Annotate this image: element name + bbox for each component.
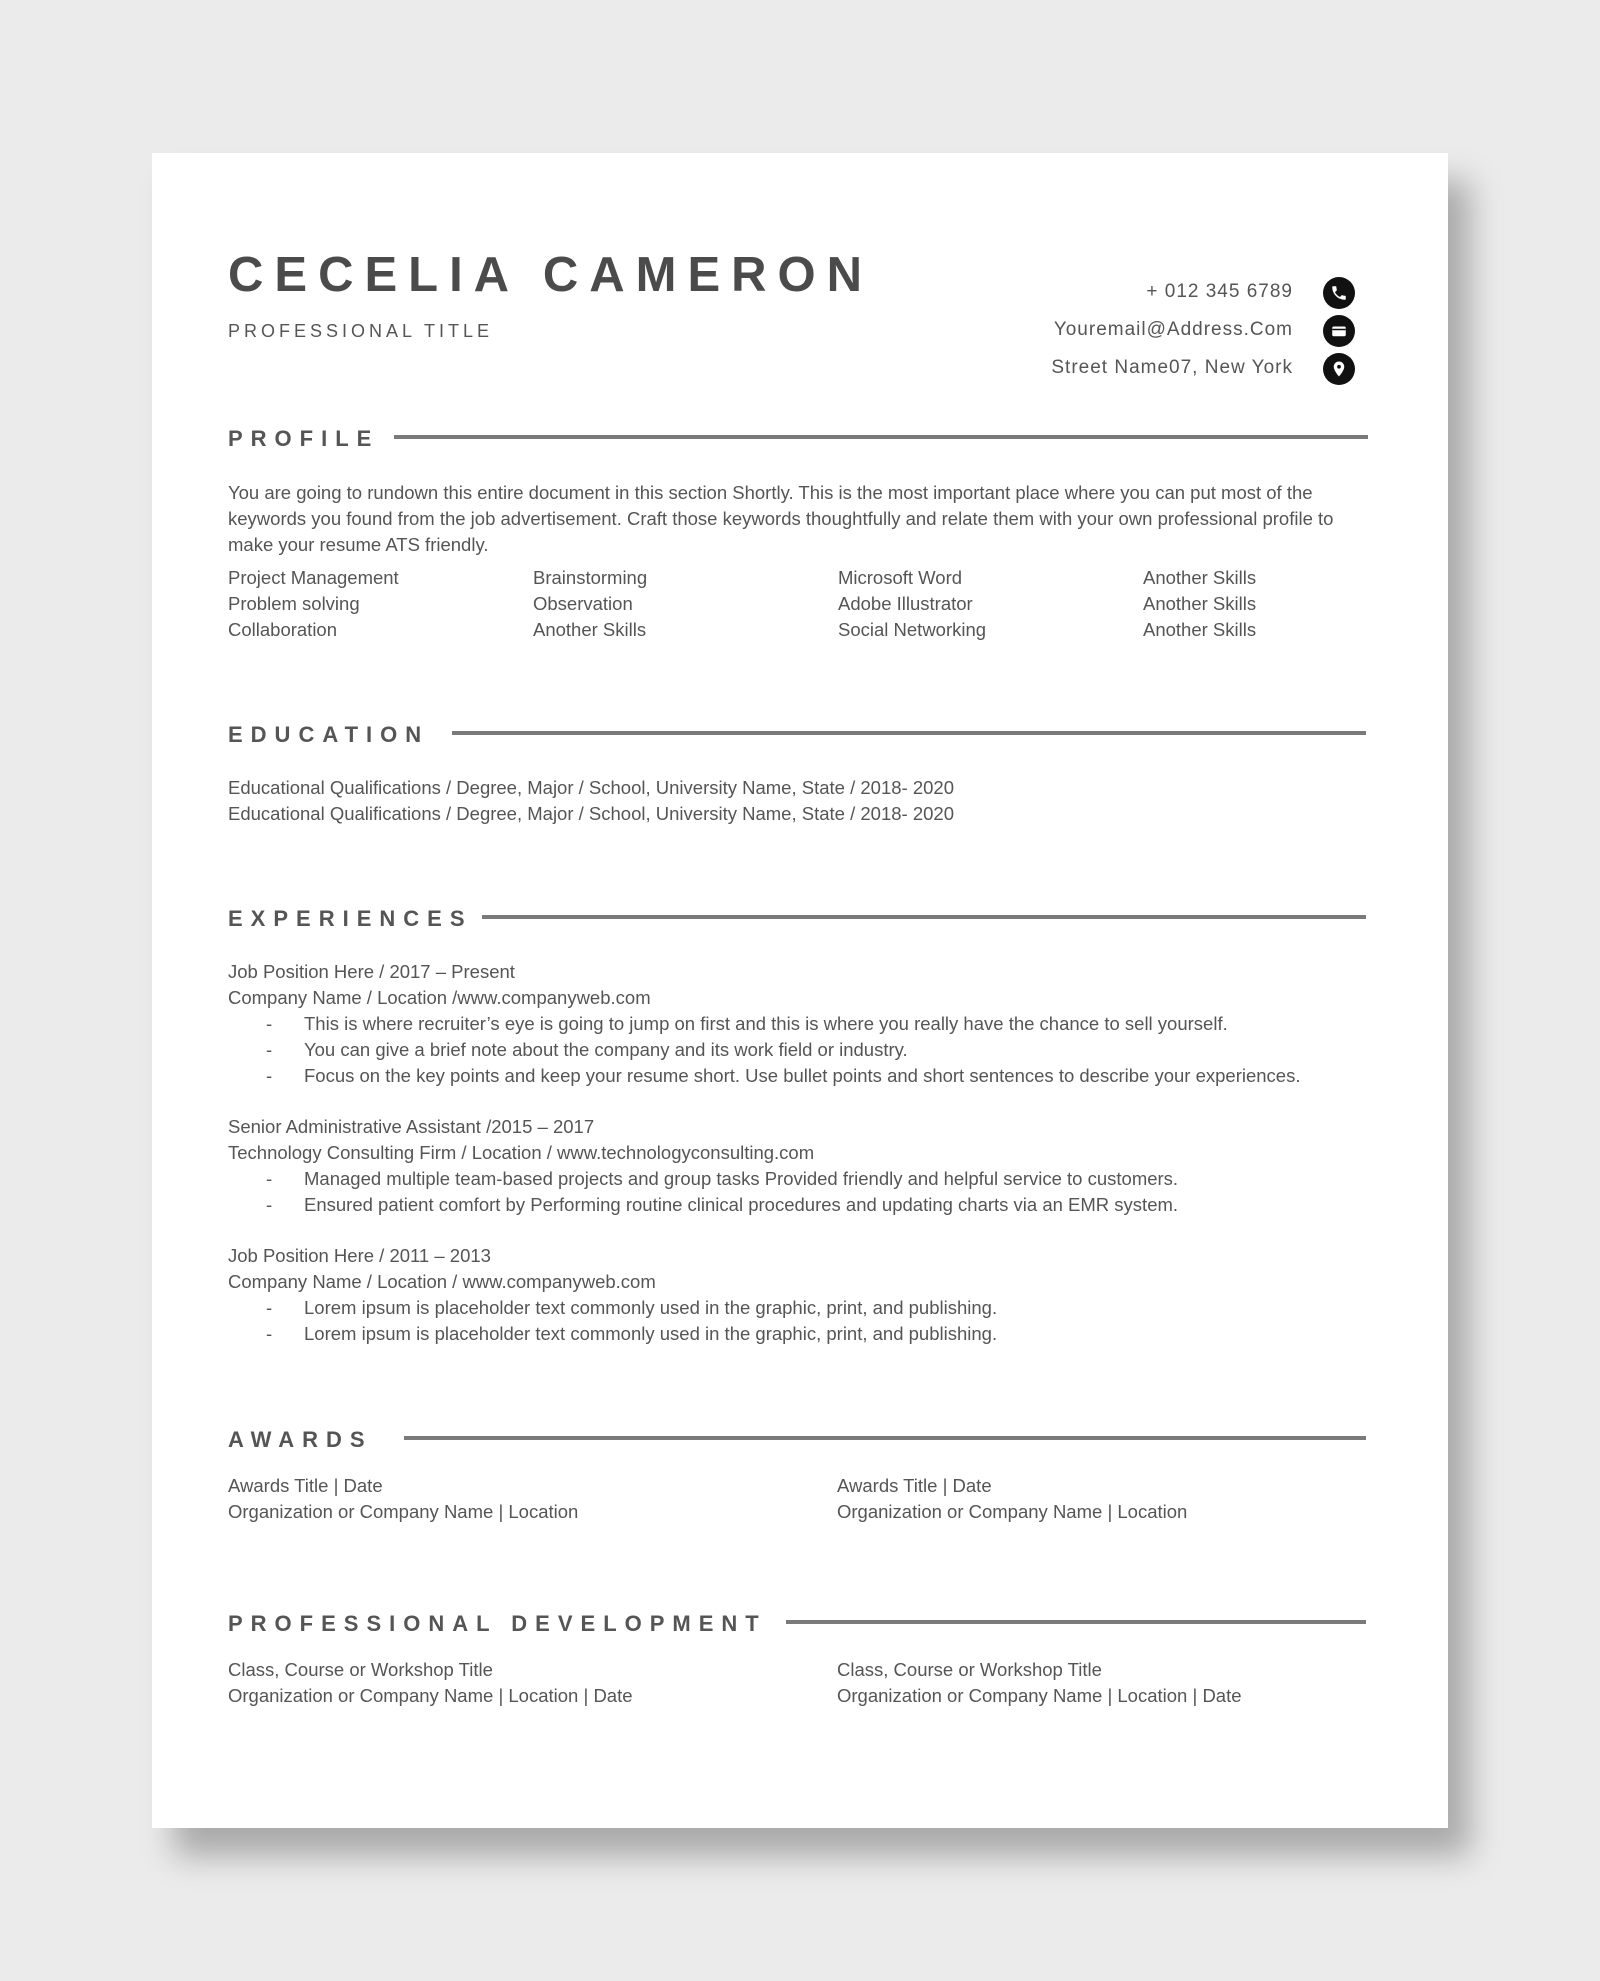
award-date: Date — [952, 1475, 992, 1496]
phone-icon — [1323, 277, 1355, 309]
skill-item: Problem solving — [228, 593, 360, 614]
section-heading-profile: PROFILE — [228, 426, 380, 451]
job-company: Company Name / Location / www.companyweb.com — [228, 1271, 656, 1292]
skill-item: Microsoft Word — [838, 567, 963, 588]
course-org: Organization or Company Name — [228, 1685, 494, 1706]
skill-item: Another Skills — [533, 619, 647, 640]
bullet-text: Focus on the key points and keep your resume short. Use bullet points and short sentences to describe your experiences. — [304, 1065, 1301, 1086]
skill-item: Observation — [533, 593, 633, 614]
separator: | — [1107, 1685, 1113, 1706]
bullet-text: Lorem ipsum is placeholder text commonly used in the graphic, print, and publishing. — [304, 1323, 998, 1344]
course-org-line — [228, 1683, 633, 1709]
job-bullet — [228, 1295, 997, 1321]
section-divider — [786, 1620, 1366, 1624]
bullet-text: Managed multiple team-based projects and group tasks Provided friendly and helpful service to customers. — [304, 1168, 1179, 1189]
separator: | — [1192, 1685, 1198, 1706]
experience-entry — [228, 1114, 1178, 1218]
job-bullet — [228, 1011, 1300, 1037]
separator: | — [1107, 1501, 1113, 1522]
education-entry: Educational Qualifications / Degree, Major / School, University Name, State / 2018- 2020 — [228, 803, 954, 824]
bullet-dash: - — [266, 1297, 273, 1318]
skill-item: Adobe Illustrator — [838, 593, 973, 614]
skills-grid — [228, 565, 1448, 643]
course-org: Organization or Company Name — [837, 1685, 1103, 1706]
job-position: Senior Administrative Assistant /2015 – 2017 — [228, 1116, 595, 1137]
course-org-line — [837, 1683, 1242, 1709]
section-divider — [394, 435, 1368, 439]
job-bullet — [228, 1063, 1300, 1089]
location-pin-icon — [1323, 353, 1355, 385]
award-title: Awards Title — [228, 1475, 329, 1496]
award-title-line — [228, 1473, 578, 1499]
separator: | — [583, 1685, 589, 1706]
course-location: Location — [508, 1685, 579, 1706]
job-bullet — [228, 1321, 997, 1347]
bullet-dash: - — [266, 1168, 273, 1189]
bullet-text: You can give a brief note about the company and its work field or industry. — [304, 1039, 908, 1060]
candidate-name: CECELIA CAMERON — [228, 248, 874, 302]
award-org-line — [837, 1499, 1187, 1525]
skill-item: Another Skills — [1143, 593, 1257, 614]
section-divider — [482, 915, 1366, 919]
section-heading-awards: AWARDS — [228, 1427, 373, 1452]
education-entry: Educational Qualifications / Degree, Major / School, University Name, State / 2018- 2020 — [228, 777, 954, 798]
bullet-dash: - — [266, 1194, 273, 1215]
award-entry — [837, 1473, 1187, 1525]
skill-item: Social Networking — [838, 619, 987, 640]
course-date: Date — [1202, 1685, 1242, 1706]
award-org-line — [228, 1499, 578, 1525]
award-org: Organization or Company Name — [228, 1501, 494, 1522]
skill-item: Brainstorming — [533, 567, 648, 588]
email-icon — [1323, 315, 1355, 347]
education-list — [228, 775, 954, 827]
award-title: Awards Title — [837, 1475, 938, 1496]
section-heading-education: EDUCATION — [228, 722, 430, 747]
course-title: Class, Course or Workshop Title — [228, 1659, 493, 1680]
street-address: Street Name07, New York — [1051, 357, 1293, 378]
phone-number: + 012 345 6789 — [1146, 281, 1293, 302]
bullet-dash: - — [266, 1039, 273, 1060]
job-position: Job Position Here / 2011 – 2013 — [228, 1245, 491, 1266]
resume-page — [152, 153, 1448, 1828]
separator: | — [333, 1475, 339, 1496]
course-location: Location — [1117, 1685, 1188, 1706]
bullet-text: This is where recruiter’s eye is going to jump on first and this is where you really have the chance to sell yourself. — [304, 1013, 1228, 1034]
skill-item: Another Skills — [1143, 567, 1257, 588]
award-location: Location — [1117, 1501, 1188, 1522]
section-divider — [452, 731, 1366, 735]
job-company: Technology Consulting Firm / Location / www.technologyconsulting.com — [228, 1142, 815, 1163]
bullet-text: Lorem ipsum is placeholder text commonly used in the graphic, print, and publishing. — [304, 1297, 998, 1318]
job-bullet — [228, 1192, 1178, 1218]
job-position: Job Position Here / 2017 – Present — [228, 961, 515, 982]
job-bullet — [228, 1037, 1300, 1063]
development-entry — [837, 1657, 1242, 1709]
email-address: Youremail@Address.Com — [1053, 319, 1293, 340]
skill-item: Collaboration — [228, 619, 338, 640]
section-divider — [404, 1436, 1366, 1440]
separator: | — [942, 1475, 948, 1496]
award-entry — [228, 1473, 578, 1525]
profile-summary: You are going to rundown this entire document in this section Shortly. This is the most important place where you can put most of the keywords you found from the job advertisement. Craft those keywords thoughtfully and relate them with your own professional profile to make your resume ATS friendly. — [228, 482, 1334, 555]
award-location: Location — [508, 1501, 579, 1522]
bullet-text: Ensured patient comfort by Performing routine clinical procedures and updating charts via an EMR system. — [304, 1194, 1179, 1215]
course-date: Date — [593, 1685, 633, 1706]
development-entry — [228, 1657, 633, 1709]
professional-title: PROFESSIONAL TITLE — [228, 321, 494, 341]
bullet-dash: - — [266, 1065, 273, 1086]
section-heading-development: PROFESSIONAL DEVELOPMENT — [228, 1611, 767, 1636]
course-title: Class, Course or Workshop Title — [837, 1659, 1102, 1680]
award-title-line — [837, 1473, 1187, 1499]
experience-entry — [228, 1243, 997, 1347]
separator: | — [498, 1685, 504, 1706]
skill-item: Another Skills — [1143, 619, 1257, 640]
job-bullet — [228, 1166, 1178, 1192]
section-heading-experiences: EXPERIENCES — [228, 906, 473, 931]
job-company: Company Name / Location /www.companyweb.com — [228, 987, 651, 1008]
bullet-dash: - — [266, 1323, 273, 1344]
award-org: Organization or Company Name — [837, 1501, 1103, 1522]
separator: | — [498, 1501, 504, 1522]
bullet-dash: - — [266, 1013, 273, 1034]
award-date: Date — [343, 1475, 383, 1496]
skill-item: Project Management — [228, 567, 399, 588]
experience-entry — [228, 959, 1300, 1089]
